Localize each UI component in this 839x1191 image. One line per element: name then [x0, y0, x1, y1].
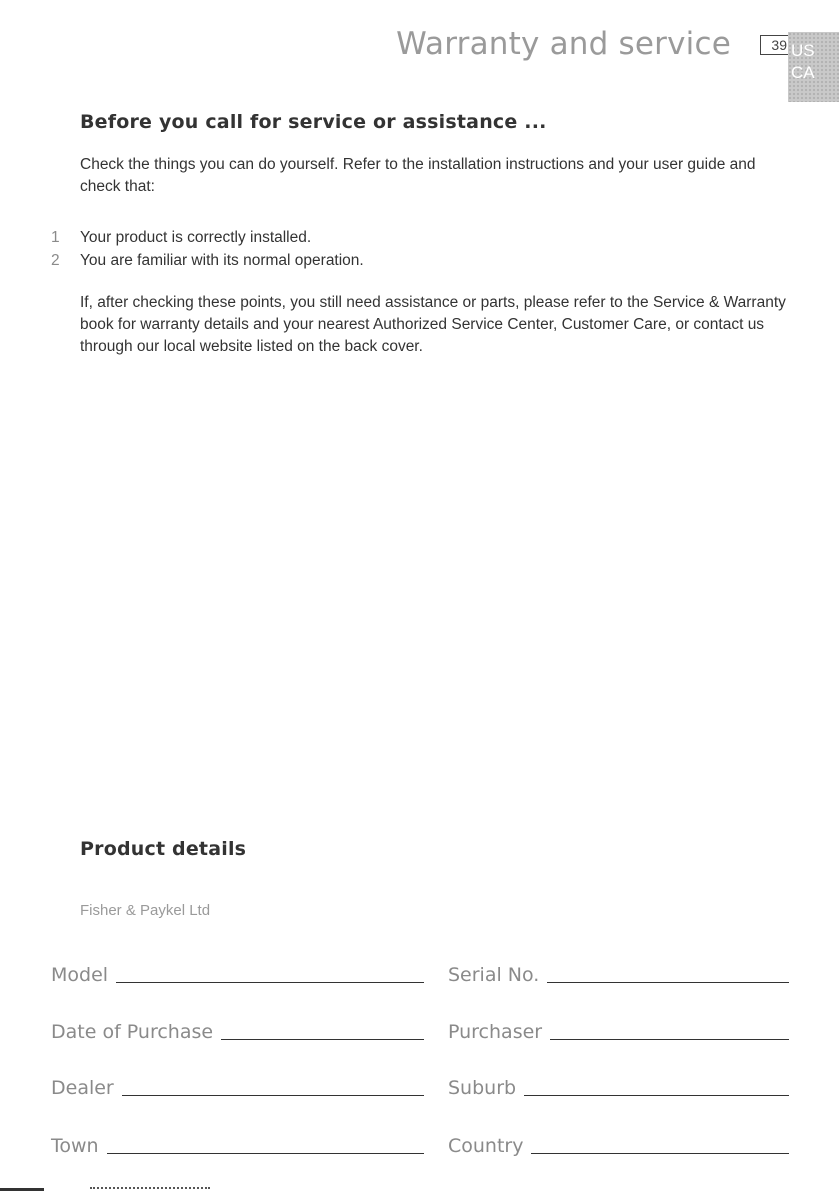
serial-field[interactable] [448, 964, 789, 986]
country-line[interactable] [531, 1152, 789, 1154]
list-item-text: You are familiar with its normal operation. [80, 252, 364, 269]
list-item-number: 1 [51, 229, 60, 246]
model-field[interactable] [51, 964, 424, 986]
suburb-label: Suburb [448, 1077, 517, 1099]
company-name: Fisher & Paykel Ltd [80, 902, 211, 919]
list-item-text: Your product is correctly installed. [80, 229, 312, 246]
dealer-field[interactable] [51, 1077, 424, 1099]
serial-label: Serial No. [448, 964, 540, 986]
suburb-field[interactable] [448, 1077, 789, 1099]
page-title: Warranty and service [396, 26, 731, 62]
region-code-us: US [791, 41, 815, 60]
region-code-ca: CA [791, 63, 815, 82]
intro-paragraph: Check the things you can do yourself. Refer to the installation instructions and your user guide and check that: [80, 156, 756, 195]
region-tab [788, 32, 839, 102]
bottom-edge-dots [90, 1187, 210, 1191]
date-of-purchase-label: Date of Purchase [51, 1021, 214, 1043]
followup-paragraph: If, after checking these points, you still need assistance or parts, please refer to the Service & Warranty book for warranty details and your nearest Authorized Service Center, Customer Care, or contact us through our local website listed on the back cover. [80, 294, 786, 355]
country-label: Country [448, 1135, 524, 1157]
checklist [51, 226, 364, 272]
date-of-purchase-line[interactable] [221, 1038, 424, 1040]
country-field[interactable] [448, 1135, 789, 1157]
section-heading-service: Before you call for service or assistance ... [80, 111, 547, 133]
purchaser-line[interactable] [550, 1038, 789, 1040]
serial-line[interactable] [547, 981, 789, 983]
town-line[interactable] [107, 1152, 424, 1154]
dealer-line[interactable] [122, 1094, 424, 1096]
town-label: Town [51, 1135, 99, 1157]
list-item [51, 249, 364, 272]
list-item [51, 226, 364, 249]
purchaser-field[interactable] [448, 1021, 789, 1043]
list-item-number: 2 [51, 252, 60, 269]
date-of-purchase-field[interactable] [51, 1021, 424, 1043]
model-label: Model [51, 964, 109, 986]
dealer-label: Dealer [51, 1077, 114, 1099]
purchaser-label: Purchaser [448, 1021, 543, 1043]
page-number: 39 [760, 35, 790, 55]
suburb-line[interactable] [524, 1094, 789, 1096]
model-line[interactable] [116, 981, 424, 983]
section-heading-product-details: Product details [80, 838, 247, 860]
town-field[interactable] [51, 1135, 424, 1157]
